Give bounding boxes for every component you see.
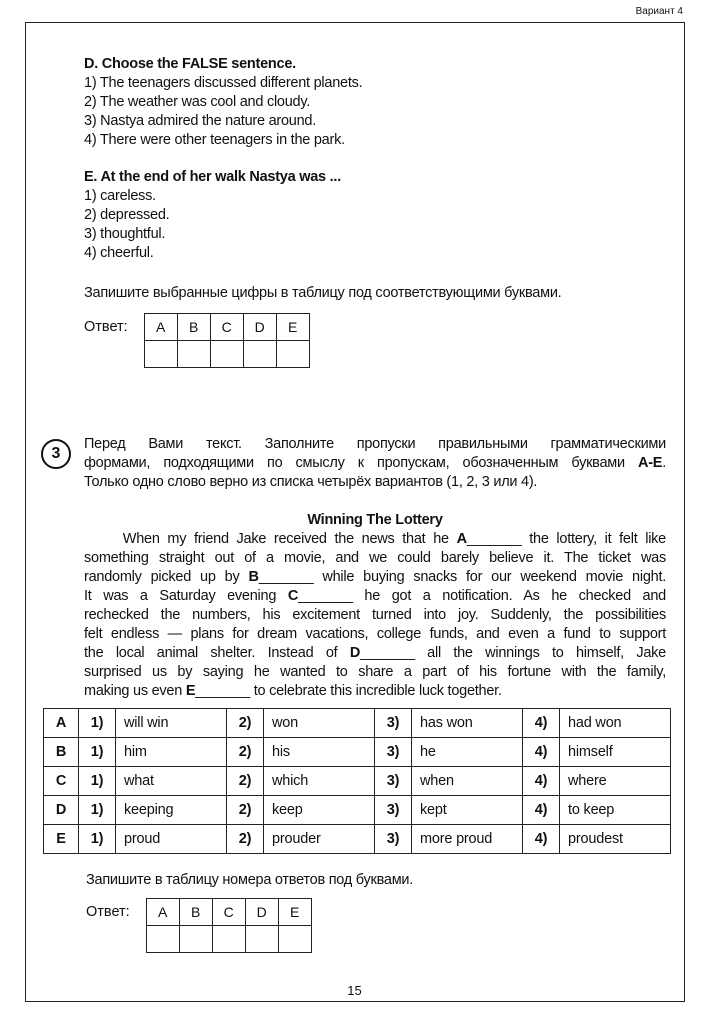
answer-cell[interactable] xyxy=(243,341,276,368)
gap-letter: D xyxy=(349,645,361,661)
gap-letter: E xyxy=(185,683,196,699)
choice-number: 2) xyxy=(227,796,264,825)
answer-header: A xyxy=(144,314,177,341)
choice-text: his xyxy=(264,738,375,767)
choice-text: prouder xyxy=(264,825,375,854)
row-letter: A xyxy=(44,709,79,738)
answer-cell[interactable] xyxy=(245,926,278,953)
gap-letter: A xyxy=(456,531,467,547)
answer-header: E xyxy=(278,899,311,926)
answer-label: Ответ: xyxy=(86,904,130,920)
text-segment: Только одно слово верно из списка четырёх вариантов (1, 2, 3 или 4). xyxy=(84,474,538,490)
text-segment: rechecked the numbers, his excitement turned into joy. Suddenly, the possibilities xyxy=(84,607,666,623)
row-letter: E xyxy=(44,825,79,854)
question-d-title: D. Choose the FALSE sentence. xyxy=(84,56,296,72)
text-segment: _______ he got a notification. As he checked and xyxy=(298,588,666,604)
passage xyxy=(84,530,666,701)
gap-letter: B xyxy=(248,569,259,585)
answer-cell[interactable] xyxy=(144,341,177,368)
text-segment: the local animal shelter. Instead of xyxy=(84,645,350,661)
answer-cell[interactable] xyxy=(276,341,309,368)
text-segment: felt endless — plans for dream vacations, college funds, and even a fund to support xyxy=(84,626,666,642)
text-segment: Перед Вами текст. Заполните пропуски правильными грамматическими xyxy=(84,436,666,452)
choice-number: 4) xyxy=(523,767,560,796)
row-letter: D xyxy=(44,796,79,825)
choice-text: what xyxy=(116,767,227,796)
task3-instruction xyxy=(84,435,666,492)
options-row xyxy=(44,709,671,738)
options-row xyxy=(44,825,671,854)
choice-text: to keep xyxy=(560,796,671,825)
choice-text: proud xyxy=(116,825,227,854)
choice-number: 2) xyxy=(227,709,264,738)
text-segment: _______ to celebrate this incredible luck together. xyxy=(195,683,502,699)
text-segment: surprised us by saying he wanted to share a part of his fortune with the family, xyxy=(84,664,666,680)
choice-text: had won xyxy=(560,709,671,738)
text-segment: формами, подходящими по смыслу к пропускам, обозначенным буквами xyxy=(84,455,638,471)
answer-header: E xyxy=(276,314,309,341)
choice-number: 3) xyxy=(375,709,412,738)
choice-text: proudest xyxy=(560,825,671,854)
text-segment: making us even xyxy=(84,683,186,699)
text-line xyxy=(84,682,666,701)
variant-label: Вариант 4 xyxy=(635,6,683,17)
choice-text: him xyxy=(116,738,227,767)
choice-text: keep xyxy=(264,796,375,825)
answer-header: C xyxy=(210,314,243,341)
text-line xyxy=(84,587,666,606)
choice-text: will win xyxy=(116,709,227,738)
text-segment: _______ while buying snacks for our weekend movie night. xyxy=(258,569,667,585)
gap-letter: C xyxy=(287,588,299,604)
question-e-title: E. At the end of her walk Nastya was ... xyxy=(84,169,341,185)
choice-number: 4) xyxy=(523,709,560,738)
option: 1) The teenagers discussed different planets. xyxy=(84,75,363,91)
answer-header: B xyxy=(179,899,212,926)
text-segment: _______ all the winnings to himself, Jake xyxy=(360,645,666,661)
gap-letter: A-E xyxy=(637,455,663,471)
answer-label: Ответ: xyxy=(84,319,128,335)
option: 2) The weather was cool and cloudy. xyxy=(84,94,311,110)
option: 3) Nastya admired the nature around. xyxy=(84,113,316,129)
answer-cell[interactable] xyxy=(177,341,210,368)
instruction-2: Запишите в таблицу номера ответов под буквами. xyxy=(86,872,414,888)
choice-number: 3) xyxy=(375,796,412,825)
option: 3) thoughtful. xyxy=(84,226,166,242)
text-line xyxy=(84,473,666,492)
choice-text: has won xyxy=(412,709,523,738)
answer-header: D xyxy=(245,899,278,926)
choice-number: 2) xyxy=(227,738,264,767)
text-line xyxy=(84,454,666,473)
choice-number: 1) xyxy=(79,796,116,825)
text-line xyxy=(84,606,666,625)
instruction-1: Запишите выбранные цифры в таблицу под соответствующими буквами. xyxy=(84,285,562,301)
choice-text: when xyxy=(412,767,523,796)
options-row xyxy=(44,738,671,767)
answer-header: A xyxy=(146,899,179,926)
choice-text: he xyxy=(412,738,523,767)
choice-text: won xyxy=(264,709,375,738)
choice-number: 3) xyxy=(375,738,412,767)
answer-header: B xyxy=(177,314,210,341)
option: 2) depressed. xyxy=(84,207,170,223)
choice-number: 1) xyxy=(79,825,116,854)
answer-cell[interactable] xyxy=(210,341,243,368)
answer-cell[interactable] xyxy=(212,926,245,953)
text-line xyxy=(84,663,666,682)
choice-number: 2) xyxy=(227,767,264,796)
options-row xyxy=(44,796,671,825)
page-number: 15 xyxy=(347,983,362,998)
question-e xyxy=(84,168,666,263)
choice-number: 1) xyxy=(79,738,116,767)
choice-number: 4) xyxy=(523,738,560,767)
text-line xyxy=(84,435,666,454)
text-segment: something straight out of a movie, and we could barely believe it. The ticket was xyxy=(84,550,666,566)
question-d xyxy=(84,55,666,150)
answer-cell[interactable] xyxy=(146,926,179,953)
choice-number: 1) xyxy=(79,709,116,738)
answer-header: C xyxy=(212,899,245,926)
text-segment: When my friend Jake received the news that he xyxy=(84,531,457,547)
text-line xyxy=(84,530,666,549)
answer-cell[interactable] xyxy=(179,926,212,953)
answer-table-1 xyxy=(84,313,310,368)
choice-number: 3) xyxy=(375,825,412,854)
choice-number: 4) xyxy=(523,825,560,854)
text-segment: randomly picked up by xyxy=(84,569,249,585)
answer-cell[interactable] xyxy=(278,926,311,953)
choice-number: 4) xyxy=(523,796,560,825)
text-segment: It was a Saturday evening xyxy=(84,588,288,604)
text-segment: _______ the lottery, it felt like xyxy=(466,531,666,547)
option: 4) There were other teenagers in the park. xyxy=(84,132,345,148)
choice-text: keeping xyxy=(116,796,227,825)
text-line xyxy=(84,568,666,587)
choice-text: kept xyxy=(412,796,523,825)
option: 4) cheerful. xyxy=(84,245,154,261)
row-letter: C xyxy=(44,767,79,796)
text-segment: . xyxy=(662,455,666,471)
text-line xyxy=(84,625,666,644)
task-number-badge: 3 xyxy=(41,439,71,469)
choice-text: which xyxy=(264,767,375,796)
choice-number: 3) xyxy=(375,767,412,796)
passage-title: Winning The Lottery xyxy=(307,512,443,528)
choice-text: where xyxy=(560,767,671,796)
choice-text: himself xyxy=(560,738,671,767)
choice-text: more proud xyxy=(412,825,523,854)
choice-number: 2) xyxy=(227,825,264,854)
row-letter: B xyxy=(44,738,79,767)
text-line xyxy=(84,549,666,568)
answer-header: D xyxy=(243,314,276,341)
options-table xyxy=(43,708,671,854)
choice-number: 1) xyxy=(79,767,116,796)
option: 1) careless. xyxy=(84,188,156,204)
answer-table-2 xyxy=(86,898,312,953)
options-row xyxy=(44,767,671,796)
text-line xyxy=(84,644,666,663)
